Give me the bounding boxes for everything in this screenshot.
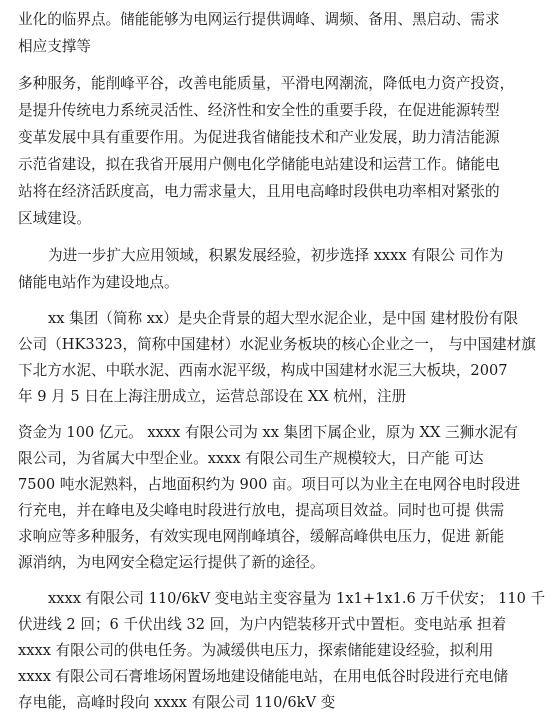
paragraph-gap bbox=[18, 296, 468, 306]
text-line: 公司（HK3323，简称中国建材）水泥业务板块的核心企业之一， 与中国建材旗 bbox=[18, 336, 536, 353]
text-line: xxxx 有限公司石膏堆场闲置场地建设储能电站，在用电低谷时段进行充电储 bbox=[18, 668, 508, 685]
text-line: 行充电，并在峰电及尖峰电时段进行放电，提高项目效益。同时也可提 供需 bbox=[18, 502, 505, 519]
text-line: 多种服务，能削峰平谷，改善电能质量，平滑电网潮流，降低电力资产投资， bbox=[18, 75, 515, 92]
text-line: 求响应等多种服务，有效实现电网削峰填谷，缓解高峰供电压力，促进 新能 bbox=[18, 528, 505, 545]
text-line: 区域建设。 bbox=[18, 210, 91, 227]
text-line: 7500 吨水泥熟料，占地面积约为 900 亩。项目可以为业主在电网谷电时段进 bbox=[18, 476, 521, 493]
text-line: 存电能，高峰时段向 xxxx 有限公司 110/6kV 变 bbox=[18, 694, 336, 711]
text-line: 站将在经济活跃度高，电力需求量大，且用电高峰时段供电功率相对紧张的 bbox=[18, 183, 500, 200]
paragraph-gap bbox=[18, 576, 468, 586]
text-line: 是提升传统电力系统灵活性、经济性和安全性的重要手段，在促进能源转型 bbox=[18, 102, 500, 119]
text-line: 为进一步扩大应用领域，积累发展经验，初步选择 xxxx 有限公 司作为 bbox=[48, 247, 504, 264]
text-line: xxxx 有限公司 110/6kV 变电站主变容量为 1x1+1x1.6 万千伏安； 110 千 bbox=[48, 590, 545, 607]
text-line: 限公司，为省属大中型企业。xxxx 有限公司生产规模较大，日产能 可达 bbox=[18, 450, 484, 467]
paragraph-gap bbox=[18, 60, 468, 70]
text-line: 变革发展中具有重要作用。为促进我省储能技术和产业发展，助力清洁能源 bbox=[18, 129, 500, 146]
text-line: xx 集团（简称 xx）是央企背景的超大型水泥企业，是中国 建材股份有限 bbox=[48, 310, 519, 327]
text-line: 资金为 100 亿元。 xxxx 有限公司为 xx 集团下属企业，原为 XX 三狮水泥有 bbox=[18, 424, 518, 441]
text-line: 年 9 月 5 日在上海注册成立，运营总部设在 XX 杭州，注册 bbox=[18, 388, 407, 405]
text-line: 示范省建设，拟在我省开展用户侧电化学储能电站建设和运营工作。储能电 bbox=[18, 156, 500, 173]
text-line: 下北方水泥、中联水泥、西南水泥平级，构成中国建材水泥三大板块，2007 bbox=[18, 362, 508, 379]
text-line: 伏进线 2 回；6 千伏出线 32 回，为户内铠装移开式中置柜。变电站承 担着 bbox=[18, 616, 507, 633]
text-line: 源消纳，为电网安全稳定运行提供了新的途径。 bbox=[18, 554, 325, 571]
paragraph-gap bbox=[18, 410, 468, 420]
text-line: xxxx 有限公司的供电任务。为减缓供电压力，探索储能建设经验，拟利用 bbox=[18, 642, 494, 659]
text-line: 相应支撑等 bbox=[18, 38, 91, 55]
paragraph-gap bbox=[18, 232, 468, 242]
text-line: 储能电站作为建设地点。 bbox=[18, 274, 179, 291]
text-line: 业化的临界点。储能能够为电网运行提供调峰、调频、备用、黑启动、需求 bbox=[18, 11, 500, 28]
